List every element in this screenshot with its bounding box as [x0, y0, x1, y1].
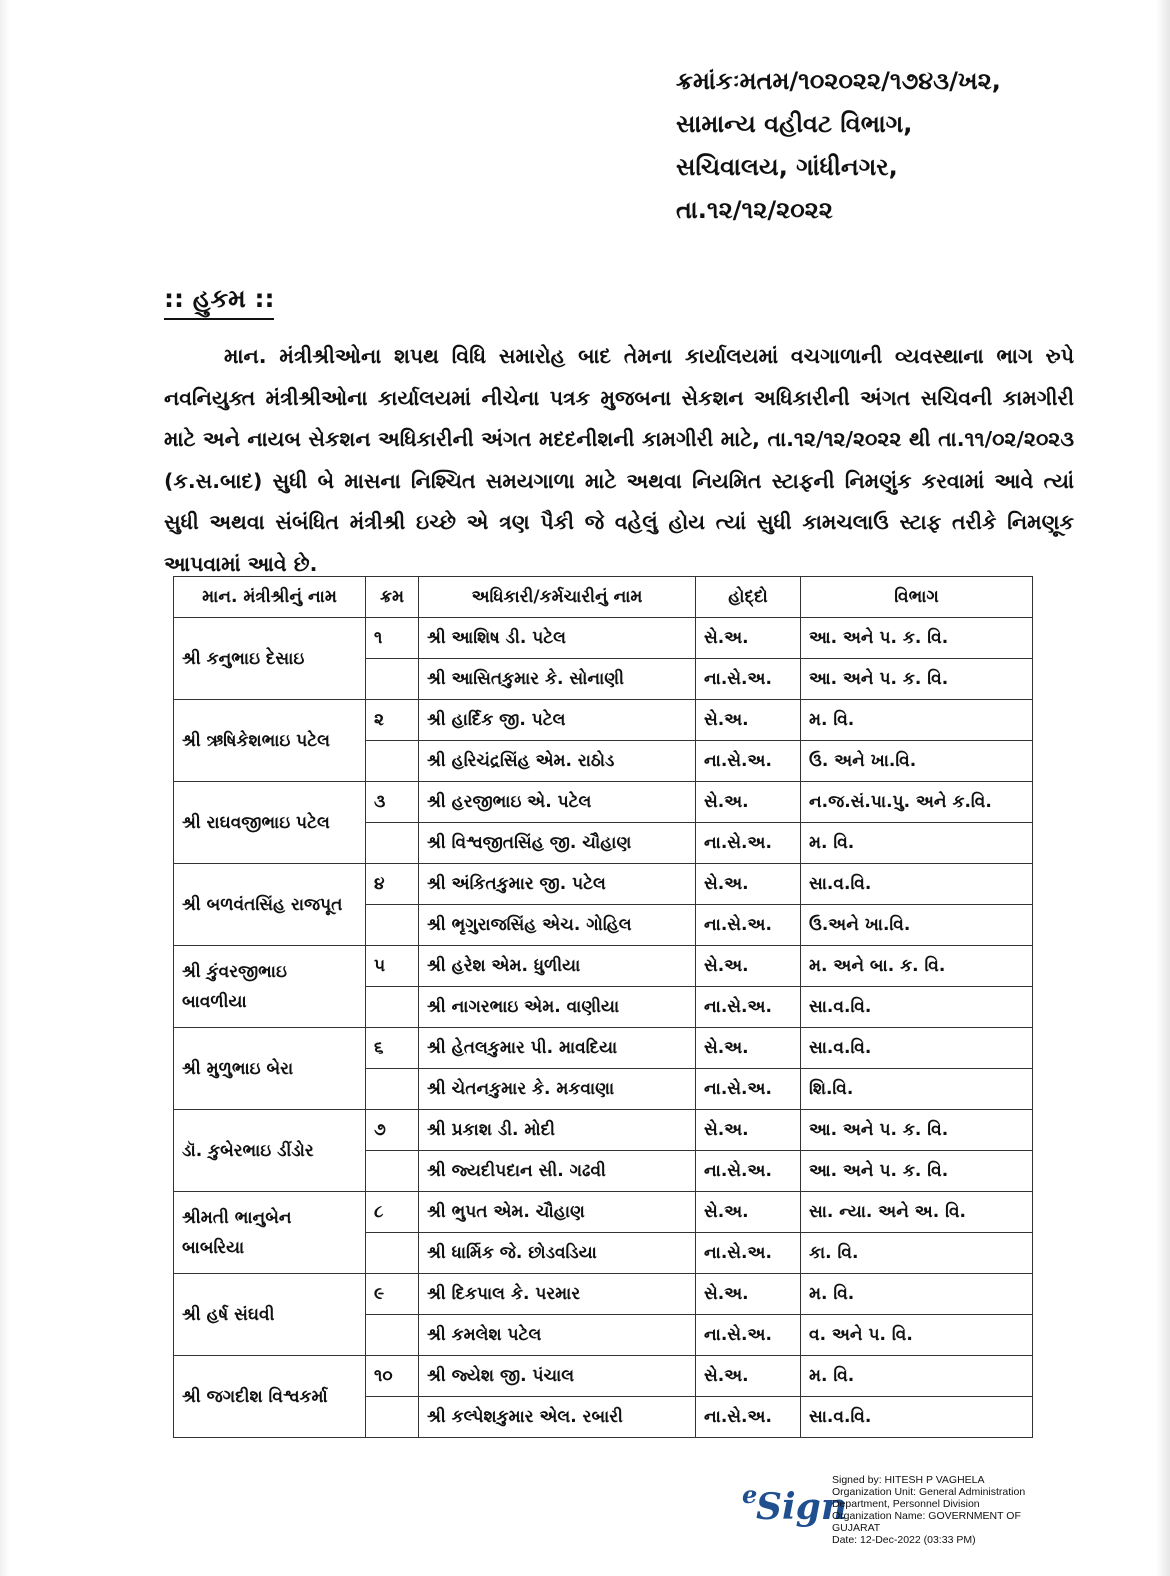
order-body-paragraph: માન. મંત્રીશ્રીઓના શપથ વિધિ સમારોહ બાદ તેમના કાર્યાલયમાં વચગાળાની વ્યવસ્થાના ભાગ રુપે નવનિયુક્ત મંત્રીશ્રીઓના કાર્યાલયમાં નીચેના પત્રક મુજબના સેકશન અધિકારીની અંગત સચિવની કામગીરી માટે અને નાયબ સેકશન અધિકારીની અંગત મદદનીશની કામગીરી માટે, તા.૧૨/૧૨/૨૦૨૨ થી તા.૧૧/૦૨/૨૦૨૩ (ક.સ.બાદ) સુધી બે માસના નિશ્ચિત સમયગાળા માટે અથવા નિયમિત સ્ટાફની નિમણુંક કરવામાં આવે ત્યાં સુધી અથવા સંબંધિત મંત્રીશ્રી ઇચ્છે એ ત્રણ પૈકી જે વહેલું હોય ત્યાં સુધી કામચલાઉ સ્ટાફ તરીકે નિમણૂક આપવામાં આવે છે. — [164, 344, 1074, 576]
department-cell: મ. વિ. — [801, 1274, 1033, 1315]
office-location: સચિવાલય, ગાંધીનગર, — [676, 153, 898, 181]
designation-cell: ના.સે.અ. — [696, 741, 801, 782]
table-row — [174, 700, 1033, 741]
minister-name-cell: શ્રી હર્ષ સંઘવી — [174, 1274, 366, 1356]
table-row — [174, 1192, 1033, 1233]
signature-line: Signed by: HITESH P VAGHELA — [832, 1474, 985, 1486]
officer-name-cell: શ્રી હરજીભાઇ એ. પટેલ — [419, 782, 696, 823]
department-cell: વ. અને પ. વિ. — [801, 1315, 1033, 1356]
department-cell: મ. વિ. — [801, 823, 1033, 864]
signature-line: Date: 12-Dec-2022 (03:33 PM) — [832, 1534, 976, 1546]
officer-name-cell: શ્રી ચેતનકુમાર કે. મકવાણા — [419, 1069, 696, 1110]
officer-name-cell: શ્રી નાગરભાઇ એમ. વાણીયા — [419, 987, 696, 1028]
department-cell: મ. અને બા. ક. વિ. — [801, 946, 1033, 987]
department-cell: મ. વિ. — [801, 1356, 1033, 1397]
serial-cell: ૭ — [366, 1110, 419, 1151]
serial-cell-empty — [366, 905, 419, 946]
table-body — [174, 618, 1033, 1438]
designation-cell: સે.અ. — [696, 782, 801, 823]
designation-cell: ના.સે.અ. — [696, 1397, 801, 1438]
serial-cell-empty — [366, 1315, 419, 1356]
minister-name-cell: શ્રી મુળુભાઇ બેરા — [174, 1028, 366, 1110]
serial-cell-empty — [366, 823, 419, 864]
designation-cell: ના.સે.અ. — [696, 659, 801, 700]
designation-cell: સે.અ. — [696, 1356, 801, 1397]
minister-name-cell: ડૉ. કુબેરભાઇ ડીંડોર — [174, 1110, 366, 1192]
minister-name-cell: શ્રી ઋષિકેશભાઇ પટેલ — [174, 700, 366, 782]
department-cell: આ. અને પ. ક. વિ. — [801, 659, 1033, 700]
serial-cell: ૬ — [366, 1028, 419, 1069]
header-designation: હોદ્દો — [696, 577, 801, 618]
department-cell: સા.વ.વિ. — [801, 1397, 1033, 1438]
designation-cell: ના.સે.અ. — [696, 1069, 801, 1110]
officer-name-cell: શ્રી હરેશ એમ. ધુળીયા — [419, 946, 696, 987]
designation-cell: સે.અ. — [696, 946, 801, 987]
minister-name-cell: શ્રી રાઘવજીભાઇ પટેલ — [174, 782, 366, 864]
serial-cell-empty — [366, 1397, 419, 1438]
minister-name-cell: શ્રી બળવંતસિંહ રાજપૂત — [174, 864, 366, 946]
table-row — [174, 946, 1033, 987]
table-row — [174, 1028, 1033, 1069]
signature-line: Organization Name: GOVERNMENT OF — [832, 1510, 1021, 1522]
header-minister-name: માન. મંત્રીશ્રીનું નામ — [174, 577, 366, 618]
designation-cell: સે.અ. — [696, 1110, 801, 1151]
designation-cell: ના.સે.અ. — [696, 987, 801, 1028]
officer-name-cell: શ્રી દિકપાલ કે. પરમાર — [419, 1274, 696, 1315]
officer-name-cell: શ્રી આશિષ ડી. પટેલ — [419, 618, 696, 659]
table-row — [174, 864, 1033, 905]
reference-number: ક્રમાંકઃમતમ/૧૦૨૦૨૨/૧૭૪૩/ખ૨, — [676, 67, 1001, 95]
signature-line: GUJARAT — [832, 1522, 881, 1534]
table-row — [174, 1356, 1033, 1397]
serial-cell: ૩ — [366, 782, 419, 823]
department-cell: ઉ. અને ખા.વિ. — [801, 741, 1033, 782]
table-row — [174, 1110, 1033, 1151]
designation-cell: સે.અ. — [696, 618, 801, 659]
page-edge-right — [1156, 0, 1170, 1576]
department-cell: સા.વ.વિ. — [801, 864, 1033, 905]
table-row — [174, 782, 1033, 823]
officer-name-cell: શ્રી વિશ્વજીતસિંહ જી. ચૌહાણ — [419, 823, 696, 864]
minister-name-cell: શ્રીમતી ભાનુબેન બાબરિયા — [174, 1192, 366, 1274]
table-row — [174, 1274, 1033, 1315]
serial-cell-empty — [366, 1233, 419, 1274]
officer-name-cell: શ્રી કમલેશ પટેલ — [419, 1315, 696, 1356]
department-cell: સા.વ.વિ. — [801, 987, 1033, 1028]
serial-cell: ૨ — [366, 700, 419, 741]
department-cell: આ. અને પ. ક. વિ. — [801, 618, 1033, 659]
designation-cell: ના.સે.અ. — [696, 823, 801, 864]
officer-name-cell: શ્રી ધાર્મિક જે. છોડવડિયા — [419, 1233, 696, 1274]
serial-cell-empty — [366, 1151, 419, 1192]
officer-name-cell: શ્રી ભૃગુરાજસિંહ એચ. ગોહિલ — [419, 905, 696, 946]
serial-cell-empty — [366, 987, 419, 1028]
esign-logo-e: e — [742, 1480, 758, 1509]
designation-cell: સે.અ. — [696, 1274, 801, 1315]
designation-cell: ના.સે.અ. — [696, 1233, 801, 1274]
header-department: વિભાગ — [801, 577, 1033, 618]
officer-name-cell: શ્રી હાર્દિક જી. પટેલ — [419, 700, 696, 741]
officer-name-cell: શ્રી હેતલકુમાર પી. માવદિયા — [419, 1028, 696, 1069]
minister-name-cell: શ્રી કુંવરજીભાઇ બાવળીયા — [174, 946, 366, 1028]
designation-cell: ના.સે.અ. — [696, 1151, 801, 1192]
staff-allocation-table — [173, 576, 1033, 1438]
officer-name-cell: શ્રી જ્યેશ જી. પંચાલ — [419, 1356, 696, 1397]
page-edge-left — [0, 0, 10, 1576]
department-cell: શિ.વિ. — [801, 1069, 1033, 1110]
officer-name-cell: શ્રી અંકિતકુમાર જી. પટેલ — [419, 864, 696, 905]
designation-cell: સે.અ. — [696, 1028, 801, 1069]
officer-name-cell: શ્રી ભુપત એમ. ચૌહાણ — [419, 1192, 696, 1233]
officer-name-cell: શ્રી આસિતકુમાર કે. સોનાણી — [419, 659, 696, 700]
minister-name-cell: શ્રી જગદીશ વિશ્વકર્મા — [174, 1356, 366, 1438]
department-cell: સા.વ.વિ. — [801, 1028, 1033, 1069]
department-cell: આ. અને પ. ક. વિ. — [801, 1151, 1033, 1192]
header-officer-name: અધિકારી/કર્મચારીનું નામ — [419, 577, 696, 618]
serial-cell: ૫ — [366, 946, 419, 987]
order-date: તા.૧૨/૧૨/૨૦૨૨ — [676, 196, 833, 224]
officer-name-cell: શ્રી પ્રકાશ ડી. મોદી — [419, 1110, 696, 1151]
header-serial: ક્રમ — [366, 577, 419, 618]
table-header-row — [174, 577, 1033, 618]
designation-cell: ના.સે.અ. — [696, 905, 801, 946]
department-cell: આ. અને પ. ક. વિ. — [801, 1110, 1033, 1151]
esign-logo-text: Sign — [756, 1486, 848, 1528]
serial-cell: ૮ — [366, 1192, 419, 1233]
serial-cell-empty — [366, 659, 419, 700]
officer-name-cell: શ્રી જ્યદીપદાન સી. ગઢવી — [419, 1151, 696, 1192]
reference-header — [676, 60, 1146, 232]
signature-line: Department, Personnel Division — [832, 1498, 980, 1510]
department-cell: કા. વિ. — [801, 1233, 1033, 1274]
minister-name-cell: શ્રી કનુભાઇ દેસાઇ — [174, 618, 366, 700]
serial-cell-empty — [366, 741, 419, 782]
serial-cell: ૧ — [366, 618, 419, 659]
serial-cell: ૪ — [366, 864, 419, 905]
serial-cell-empty — [366, 1069, 419, 1110]
esign-logo — [742, 1480, 848, 1540]
department-cell: સા. ન્યા. અને અ. વિ. — [801, 1192, 1033, 1233]
department-cell: ઉ.અને ખા.વિ. — [801, 905, 1033, 946]
department-cell: ન.જ.સં.પા.પુ. અને ક.વિ. — [801, 782, 1033, 823]
table-row — [174, 618, 1033, 659]
officer-name-cell: શ્રી હરિચંદ્રસિંહ એમ. રાઠોડ — [419, 741, 696, 782]
department-cell: મ. વિ. — [801, 700, 1033, 741]
designation-cell: સે.અ. — [696, 1192, 801, 1233]
serial-cell: ૧૦ — [366, 1356, 419, 1397]
designation-cell: સે.અ. — [696, 700, 801, 741]
officer-name-cell: શ્રી કલ્પેશકુમાર એલ. રબારી — [419, 1397, 696, 1438]
designation-cell: સે.અ. — [696, 864, 801, 905]
serial-cell: ૯ — [366, 1274, 419, 1315]
department-name: સામાન્ય વહીવટ વિભાગ, — [676, 110, 913, 138]
designation-cell: ના.સે.અ. — [696, 1315, 801, 1356]
signature-line: Organization Unit: General Administration — [832, 1486, 1026, 1498]
digital-signature-details — [832, 1474, 1062, 1546]
order-heading: :: હુકમ :: — [164, 284, 274, 320]
